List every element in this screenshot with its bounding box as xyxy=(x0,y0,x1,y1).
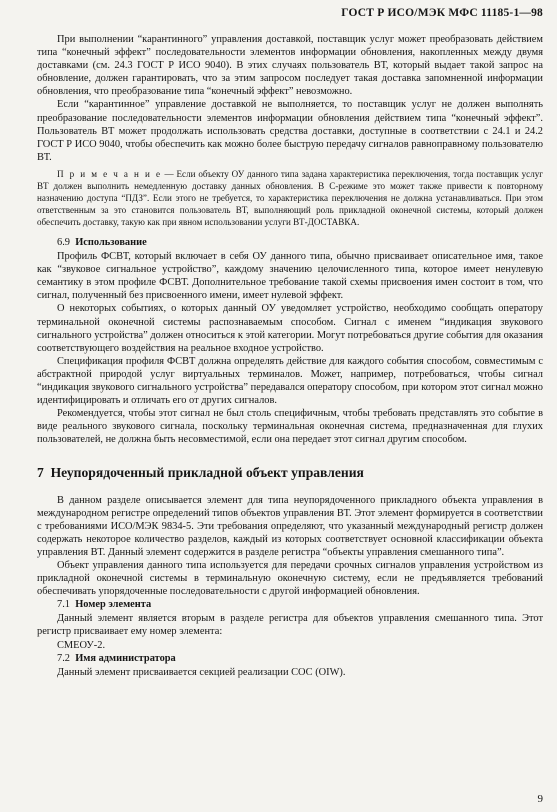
paragraph: О некоторых событиях, о которых данный ОУ уведомляет устройство, необходимо сообщать оператору терминальной оконечной системы распознаваемым способом. Сигнал с именем “индикация звукового сигнального устройства” должен относиться к этой категории. Могут потребоваться другие события для оказания соответствующего воздействия на реальное входное устройство. xyxy=(37,303,543,354)
subsection-heading xyxy=(37,652,543,665)
paragraph: В данном разделе описывается элемент для типа неупорядоченного прикладного объекта управления в международном регистре определений типов объектов управления ВТ. Этот элемент формируется в соответствии с требованиями ИСО/МЭК 9834-5. Эти требования определяют, что указанный международный регистр должен содержать некоторое количество разделов, каждый из которых соответствует основной классификации объекта управления ВТ. Данный элемент содержится в разделе регистра “объекты управления смешанного типа”. xyxy=(37,494,543,558)
paragraph: Рекомендуется, чтобы этот сигнал не был столь специфичным, чтобы требовать представлять это событие в виде реального звукового сигнала, поскольку терминальная оконечная система, предназначенная для глухих пользователей, не должна быть несовместимой, если она передает этот сигнал другим способом. xyxy=(37,408,543,446)
running-header: ГОСТ Р ИСО/МЭК МФС 11185-1—98 xyxy=(341,7,543,19)
note xyxy=(37,168,543,228)
section-number: 7 xyxy=(37,465,44,481)
section-heading xyxy=(37,466,543,479)
subsection-title: Использование xyxy=(75,236,147,248)
paragraph: При выполнении “карантинного” управления доставкой, поставщик услуг может преобразовать действием типа “конечный эффект” последовательности элементов информации обновления, накопленных между двумя доставками (см. 24.3 ГОСТ Р ИСО 9040). В этих случаях пользователь ВТ, который выдает такой запрос на обновление, должен гарантировать, что за этим запросом последует такая доставка запомненной информации обновления, что преобразование типа “конечный эффект” невозможно. xyxy=(37,34,543,98)
paragraph: Спецификация профиля ФСВТ должна определять действие для каждого события способом, совместимым с абстрактной природой услуг виртуальных терминалов. Может, например, потребоваться, чтобы сигнал “индикация звукового сигнального устройства” передавался оператору способом, при котором этот сигнал можно идентифицировать и отличать его от других сигналов. xyxy=(37,355,543,407)
paragraph: Профиль ФСВТ, который включает в себя ОУ данного типа, обычно присваивает описательное имя, такое как “звуковое сигнальное устройство”, каждому значению целочисленного типа, которое имеет ненулевую семантику в этом профиле ФСВТ. Дополнительное требование такой схемы присвоения имен состоит в том, что сигнал, полученный без присвоенного имени, имеет нулевой эффект. xyxy=(37,251,543,302)
document-body xyxy=(37,33,543,679)
paragraph: Данный элемент присваивается секцией реализации СОС (OIW). xyxy=(57,666,346,678)
subsection-number: 7.1 xyxy=(57,599,70,611)
subsection-number: 6.9 xyxy=(57,236,70,248)
subsection-heading xyxy=(37,598,543,611)
note-label: П р и м е ч а н и е xyxy=(57,168,162,179)
page-number: 9 xyxy=(537,793,543,805)
note-text: — Если объекту ОУ данного типа задана характеристика переключения, тогда поставщик услуг ВТ должен выполнить немедленную доставку данных обновления. В С-режиме это может также привести к повторному назначению доступа “ПДЗ”. Если этого не требуется, то характеристика переключения не должна устанавливаться. При этом ответственным за это становится пользователь ВТ, выполняющий роль прикладной оконечной системы, который должен обеспечить доставку, такую как при явном использовании услуги ВТ-ДОСТАВКА. xyxy=(37,168,544,227)
element-number: СМЕОУ-2. xyxy=(57,639,106,651)
paragraph: Объект управления данного типа используется для передачи срочных сигналов управления устройством из прикладной оконечной системы в терминальную оконечную систему, если не предъявляется требований обеспечивать упорядоченные последовательности с другой информацией обновления. xyxy=(37,560,543,598)
subsection-title: Имя администратора xyxy=(75,652,176,664)
subsection-heading xyxy=(37,236,543,249)
paragraph: Если “карантинное” управление доставкой не выполняется, то поставщик услуг не должен выполнять преобразование последовательности элементов информации обновления действием типа “конечный эффект”. Пользователь ВТ может продолжать использовать средства доставки, доступные в соответствии с 24.1 и 24.2 ГОСТ Р ИСО 9040, чтобы обеспечить как можно более быструю передачу сигналов равноправному пользователю ВТ. xyxy=(37,99,543,163)
paragraph: Данный элемент является вторым в разделе регистра для объектов управления смешанного типа. Этот регистр присваивает ему номер элемента: xyxy=(37,613,543,638)
section-title: Неупорядоченный прикладной объект управления xyxy=(50,465,364,481)
subsection-number: 7.2 xyxy=(57,652,70,664)
subsection-title: Номер элемента xyxy=(75,599,152,611)
